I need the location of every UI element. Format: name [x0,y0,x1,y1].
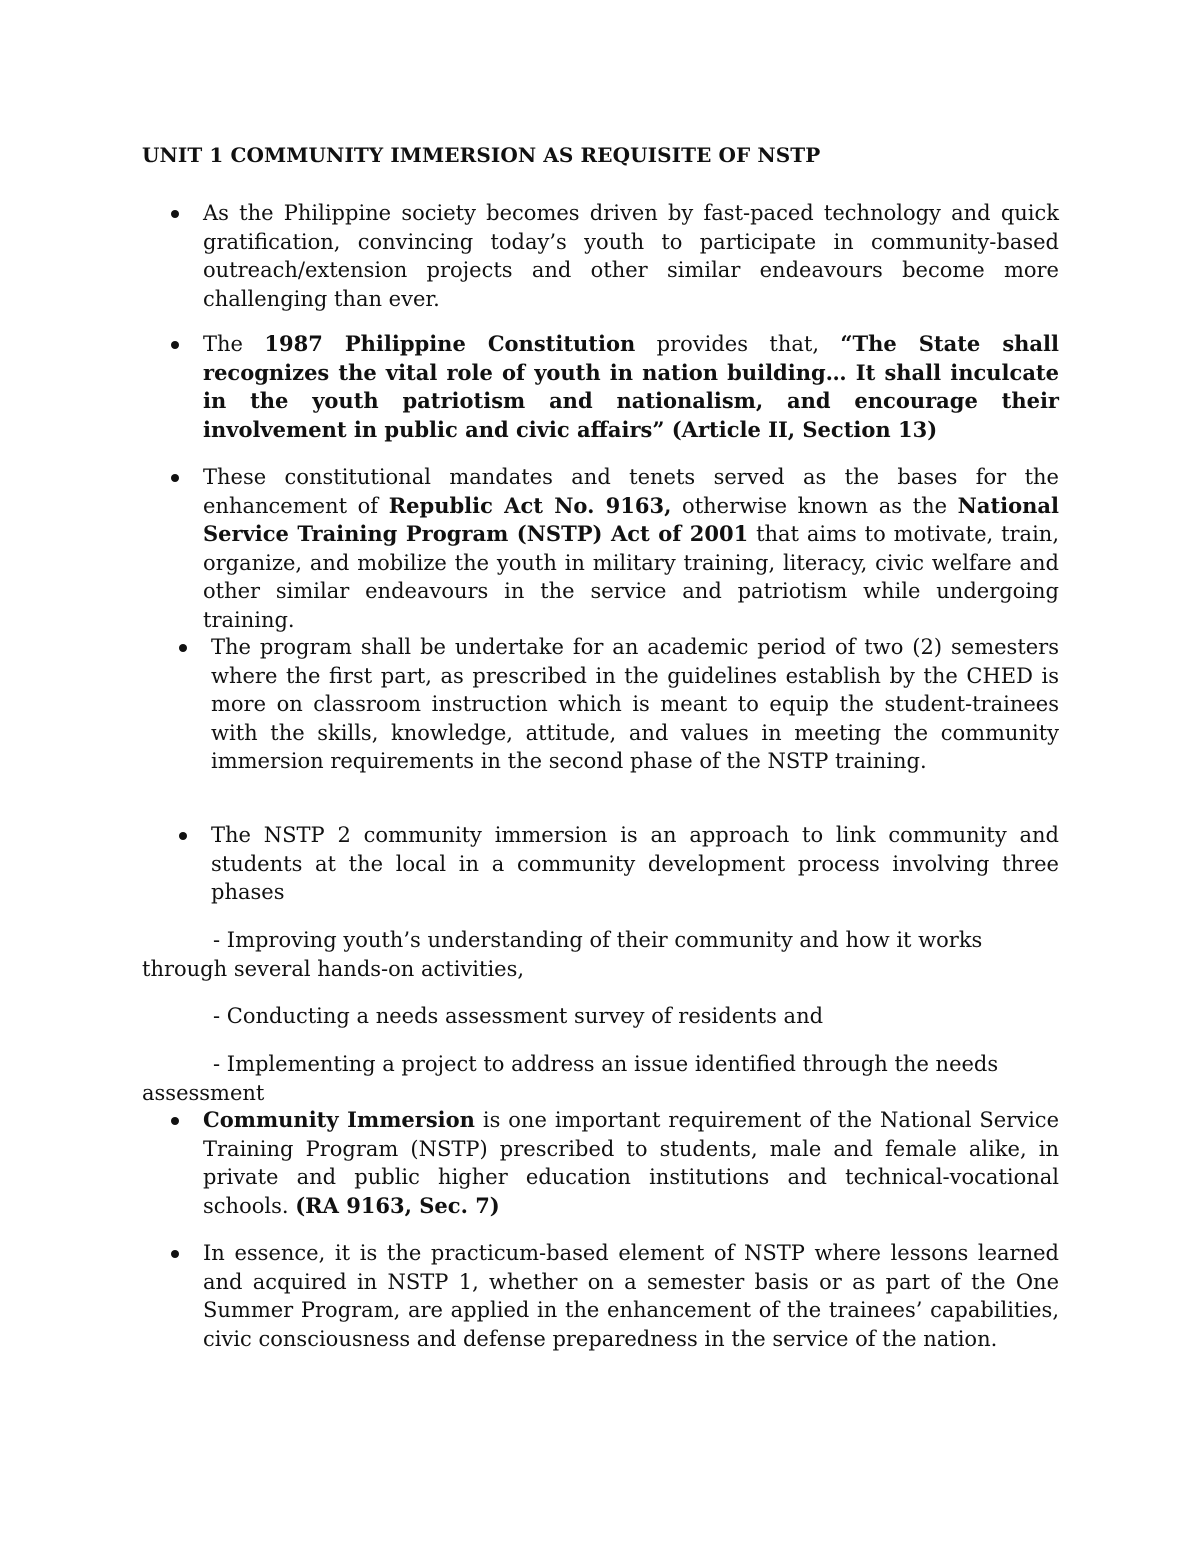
phase-item: - Conducting a needs assessment survey of residents and [213,1004,824,1028]
phase-item: - Improving youth’s understanding of their community and how it works through several hands-on activities, [142,928,983,981]
bullet-icon [179,832,187,840]
bullet-icon [171,1117,179,1125]
paragraph-text: The [203,332,265,356]
bullet-icon [171,210,179,218]
bullet-icon [171,341,179,349]
emphasis-text: Republic Act No. 9163, [388,492,672,518]
paragraph-text: otherwise known as the [671,493,958,518]
paragraph-program-period: The program shall be undertake for an academic period of two (2) semesters where the first part, as prescribed in the guidelines establish by the CHED is more on classroom instruction which is meant to equip the student-trainees with the skills, knowledge, attitude, and values in meeting the community immersion requirements in the second phase of the NSTP training. [211,635,1059,773]
citation-text: (RA 9163, Sec. 7) [295,1192,500,1218]
bullet-icon [179,644,187,652]
paragraph-text: is one important requirement of the National Service Training Program (NSTP) prescribed to students, male and female alike, in private and public higher education institutions and technical-vocational schools. [203,1108,1059,1218]
paragraph-practicum: In essence, it is the practicum-based element of NSTP where lessons learned and acquired in NSTP 1, whether on a semester basis or as part of the One Summer Program, are applied in the enhancement of the trainees’ capabilities, civic consciousness and defense preparedness in the service of the nation. [203,1241,1059,1351]
paragraph-republic-act [203,463,1059,634]
bullet-icon [171,474,179,482]
bullet-icon [171,1250,179,1258]
paragraph-text: These constitutional mandates and tenets served as the bases for the enhancement of [203,465,1059,518]
emphasis-text: National Service Training Program (NSTP) Act of 2001 [203,492,1059,546]
paragraph-nstp2-immersion: The NSTP 2 community immersion is an approach to link community and students at the local in a community development process involving three phases [211,823,1059,904]
paragraph-youth-challenge: As the Philippine society becomes driven by fast-paced technology and quick gratification, convincing today’s youth to participate in community-based outreach/extension projects and other similar endeavours become more challenging than ever. [203,201,1059,311]
paragraph-text: provides that, [635,332,841,356]
emphasis-text: Community Immersion [203,1107,475,1132]
page-title: UNIT 1 COMMUNITY IMMERSION AS REQUISITE OF NSTP [142,143,821,167]
phase-item: - Implementing a project to address an issue identified through the needs assessment [142,1052,999,1105]
paragraph-constitution [203,330,1059,444]
paragraph-text: that aims to motivate, train, organize, and mobilize the youth in military training, literacy, civic welfare and other similar endeavours in the service and patriotism while undergoing training. [203,522,1059,632]
paragraph-community-immersion [203,1106,1059,1220]
quoted-constitution-text: “The State shall recognizes the vital role of youth in nation building… It shall inculcate in the youth patriotism and nationalism, and encourage their involvement in public and civic affairs” (Article II, Section 13) [203,331,1059,442]
emphasis-text: 1987 Philippine Constitution [264,331,636,356]
